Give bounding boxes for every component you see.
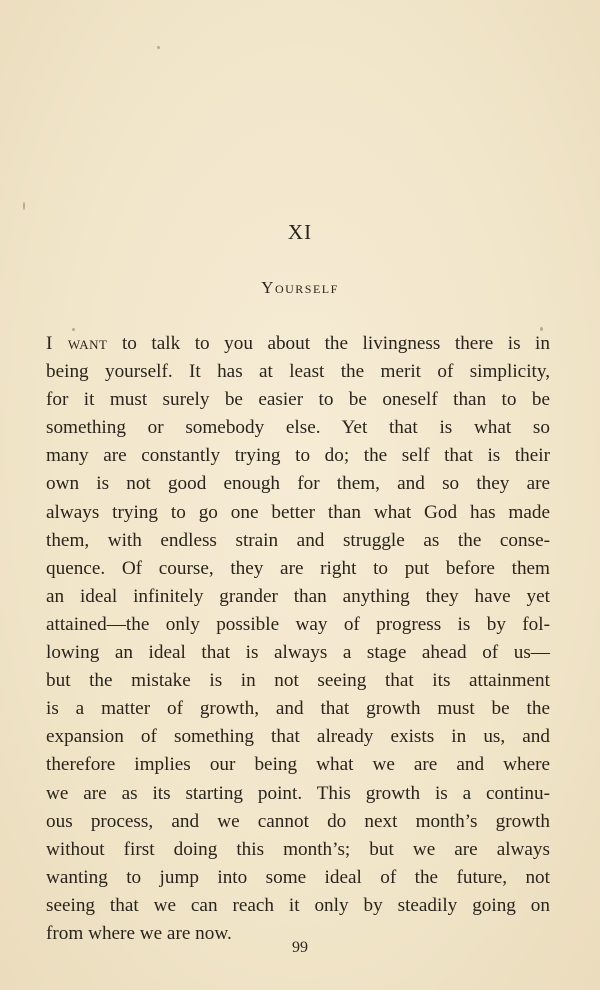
page-number: 99 — [292, 939, 308, 956]
text-line: ous process, and we cannot do next month’s growth — [46, 810, 550, 832]
chapter-title: Yourself — [261, 278, 339, 297]
text-line: them, with endless strain and struggle as the conse- — [46, 529, 550, 551]
chapter-number: XI — [287, 220, 313, 244]
text-line: is a matter of growth, and that growth must be the — [46, 698, 550, 720]
text-line: an ideal infinitely grander than anything they have yet — [46, 585, 550, 607]
text-line: quence. Of course, they are right to put before them — [46, 557, 550, 579]
text-line: something or somebody else. Yet that is what so — [46, 417, 550, 439]
paper-speck — [157, 46, 160, 49]
text-line: many are constantly trying to do; the self that is their — [46, 445, 550, 467]
text-line-content: to talk to you about the livingness there is in — [107, 333, 550, 354]
text-line: lowing an ideal that is always a stage ahead of us— — [46, 642, 550, 664]
text-line — [46, 330, 550, 358]
chapter-body — [46, 330, 550, 948]
text-line: wanting to jump into some ideal of the future, not — [46, 866, 550, 888]
text-line: attained—the only possible way of progress is by fol- — [46, 613, 550, 635]
text-line: for it must surely be easier to be oneself than to be — [46, 389, 550, 411]
text-line: own is not good enough for them, and so they are — [46, 473, 550, 495]
paper-speck — [23, 202, 25, 210]
text-line: always trying to go one better than what God has made — [46, 501, 550, 523]
text-line: expansion of something that already exists in us, and — [46, 726, 550, 748]
text-line: from where we are now. — [46, 922, 232, 944]
opening-words: I want — [46, 333, 108, 354]
text-line: seeing that we can reach it only by steadily going on — [46, 894, 550, 916]
text-line: without first doing this month’s; but we are always — [46, 838, 550, 860]
text-line: therefore implies our being what we are and where — [46, 754, 550, 776]
text-line: we are as its starting point. This growth is a continu- — [46, 782, 550, 804]
text-line: being yourself. It has at least the merit of simplicity, — [46, 361, 550, 383]
text-line: but the mistake is in not seeing that its attainment — [46, 670, 550, 692]
